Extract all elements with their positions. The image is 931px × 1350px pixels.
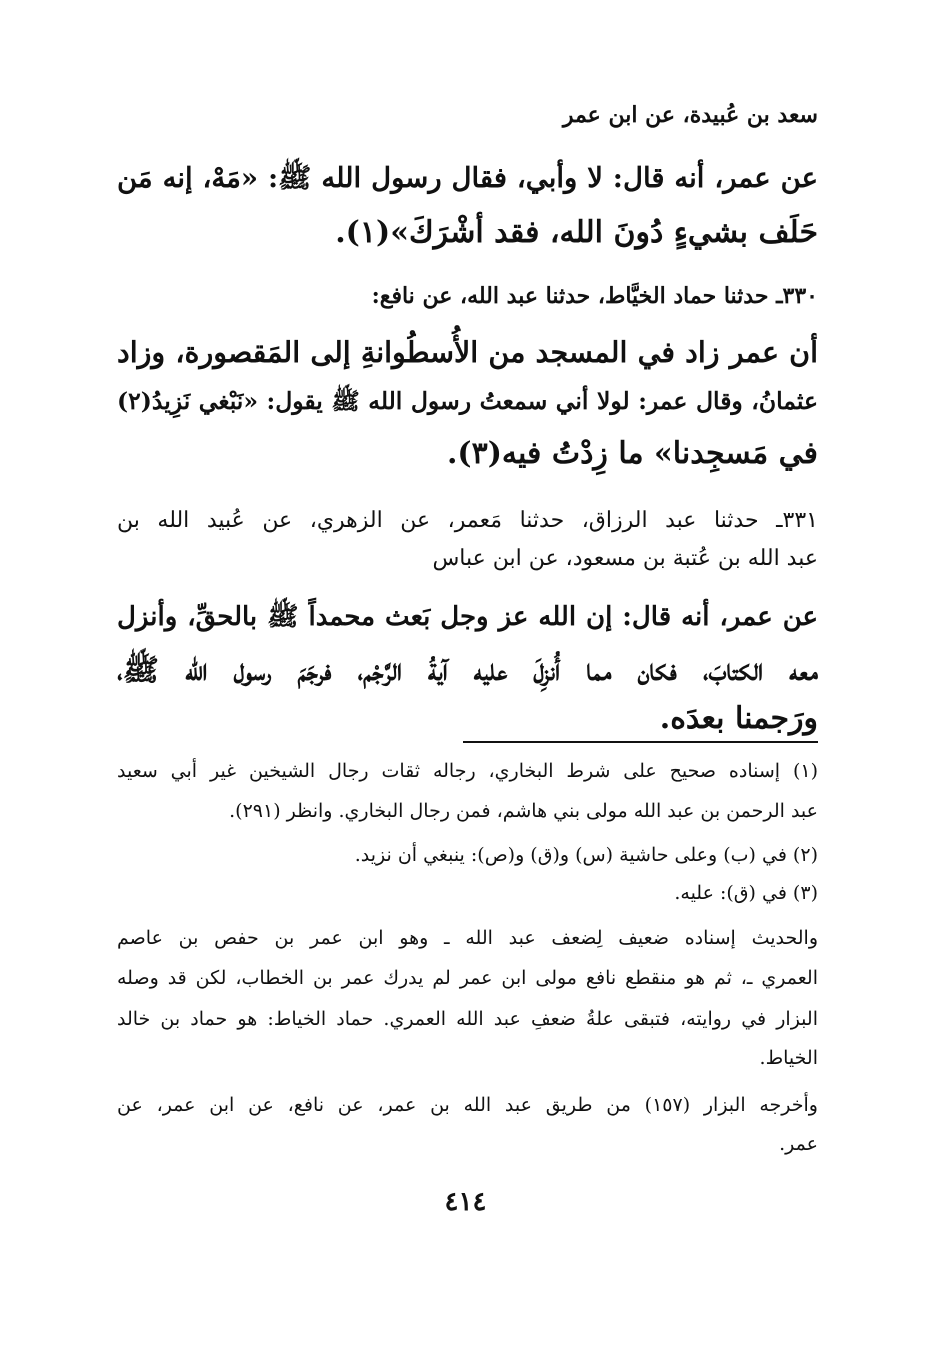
commentary-line-3: البزار في روايته، فتبقى علةُ ضعفِ عبد الله العمري. حماد الخياط: هو حماد بن خالد (117, 1008, 818, 1030)
hadith-330-line-3: في مَسجِدنا» ما زِدْتُ فيه(٣). (446, 436, 818, 471)
footnote-separator (463, 741, 818, 743)
page-number: ٤١٤ (444, 1187, 487, 1217)
hadith-331-line-1: عن عمر، أنه قال: إن الله عز وجل بَعث محمداً ﷺ بالحقِّ، وأنزل (117, 602, 818, 632)
hadith-331-chain-line-1: ٣٣١ـ حدثنا عبد الرزاق، حدثنا مَعمر، عن الزهري، عن عُبيد الله بن (117, 508, 818, 533)
commentary-line-4: الخياط. (759, 1047, 818, 1069)
commentary-line-1: والحديث إسناده ضعيف لِضعف عبد الله ـ وهو ابن عمر بن حفص بن عاصم (117, 927, 818, 949)
hadith-329-line-1: عن عمر، أنه قال: لا وأبي، فقال رسول الله ﷺ: «مَهْ، إنه مَن (117, 162, 818, 194)
hadith-330-line-1: أن عمر زاد في المسجد من الأُسطُوانةِ إلى المَقصورة، وزاد (117, 335, 818, 369)
footnote-1-line-2: عبد الرحمن بن عبد الله مولى بني هاشم، فمن رجال البخاري. وانظر (٢٩١). (229, 800, 818, 822)
commentary-line-2: العمري ـ، ثم هو منقطع نافع مولى ابن عمر لم يدرك عمر بن الخطاب، لكن قد وصله (117, 967, 818, 989)
chain-top: سعد بن عُبيدة، عن ابن عمر (562, 102, 818, 128)
hadith-331-line-3: ورَجمنا بعدَه. (659, 701, 818, 736)
footnote-3: (٣) في (ق): عليه. (674, 882, 818, 904)
takhrij-line-2: عمر. (779, 1133, 818, 1155)
hadith-330-line-2: عثمانُ، وقال عمر: لولا أني سمعتُ رسول الله ﷺ يقول: «نَبْغي نَزِيدُ(٢) (117, 387, 818, 415)
hadith-330-chain: ٣٣٠ـ حدثنا حماد الخيَّاط، حدثنا عبد الله، عن نافع: (371, 283, 818, 309)
hadith-331-line-2: معه الكتابَ، فكان مما أُنزِلَ عليه آيةُ الرَّجْم، فرجَمَ رسول الله ﷺ، (117, 653, 818, 688)
footnote-1-line-1: (١) إسناده صحيح على شرط البخاري، رجاله ثقات رجال الشيخين غير أبي سعيد (117, 760, 818, 782)
footnote-2: (٢) في (ب) وعلى حاشية (س) و(ق) و(ص): ينبغي أن نزيد. (354, 844, 818, 866)
hadith-329-line-2: حَلَف بشيءٍ دُونَ الله، فقد أشْرَكَ»(١). (335, 215, 818, 250)
hadith-331-chain-line-2: عبد الله بن عُتبة بن مسعود، عن ابن عباس (432, 546, 818, 571)
takhrij-line-1: وأخرجه البزار (١٥٧) من طريق عبد الله بن عمر، عن نافع، عن ابن عمر، عن (117, 1094, 818, 1116)
